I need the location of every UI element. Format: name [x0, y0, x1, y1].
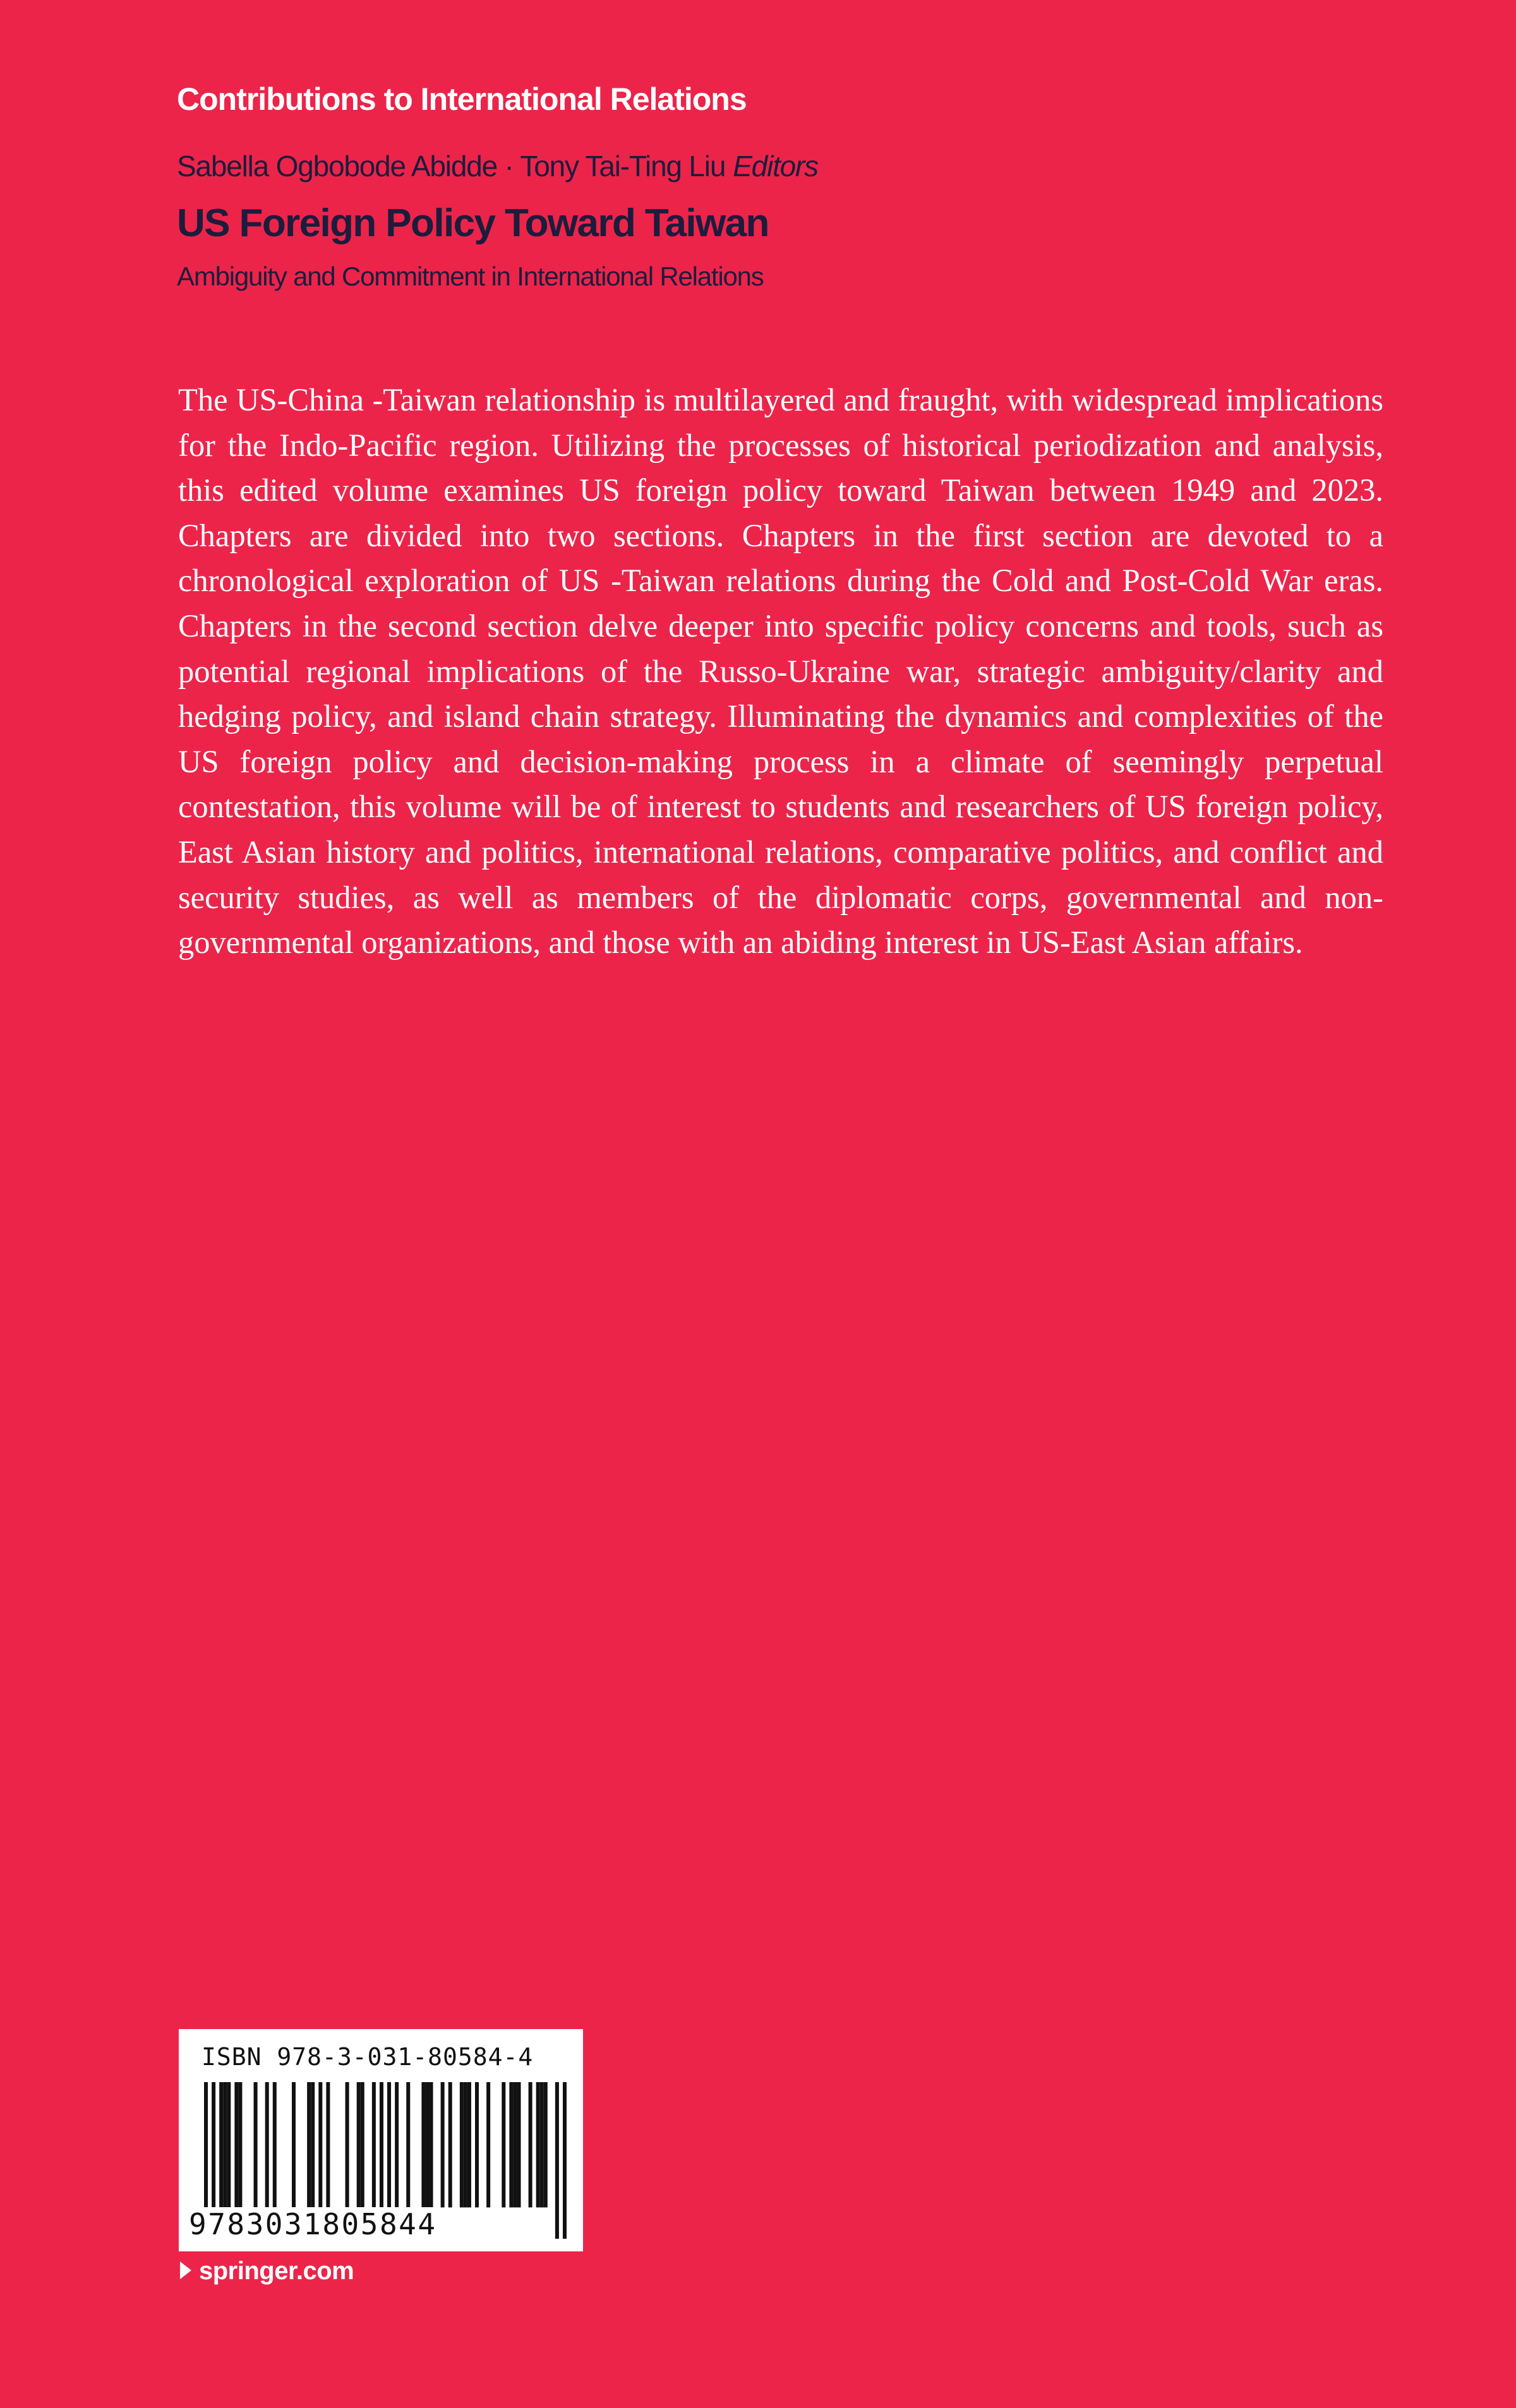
- barcode-bar: [357, 2082, 361, 2207]
- barcode-bar: [448, 2082, 452, 2207]
- barcode-bar: [234, 2082, 238, 2207]
- barcode-bar: [555, 2082, 559, 2239]
- barcode-bar: [460, 2082, 464, 2207]
- barcode-bar: [486, 2082, 490, 2207]
- barcode-bar: [467, 2082, 471, 2207]
- triangle-right-icon: [180, 2261, 191, 2279]
- barcode-bar: [346, 2082, 349, 2207]
- barcode-bar: [563, 2082, 567, 2239]
- barcode-bar: [529, 2082, 532, 2207]
- barcode-bar: [326, 2082, 330, 2207]
- isbn-label: ISBN 978-3-031-80584-4: [202, 2043, 534, 2071]
- barcode-bar: [540, 2082, 544, 2207]
- editors-role: Editors: [733, 150, 818, 183]
- barcode-bar: [292, 2082, 296, 2207]
- barcode-bar: [429, 2082, 433, 2207]
- barcode-bar: [502, 2082, 505, 2207]
- barcode-bar: [395, 2082, 399, 2207]
- barcode-bar: [254, 2082, 258, 2207]
- publisher-url: springer.com: [199, 2257, 354, 2285]
- barcode-bar: [464, 2082, 467, 2207]
- barcode-bar: [318, 2082, 322, 2207]
- barcode-bar: [265, 2082, 269, 2207]
- barcode-bar: [509, 2082, 513, 2207]
- publisher-link[interactable]: [180, 2257, 354, 2285]
- barcode-bar: [513, 2082, 517, 2207]
- barcode-bar: [406, 2082, 410, 2207]
- barcode-bar: [227, 2082, 231, 2207]
- editor-names: Sabella Ogbobode Abidde · Tony Tai-Ting Liu: [177, 150, 726, 183]
- barcode-bar: [372, 2082, 376, 2207]
- barcode-bar: [425, 2082, 429, 2207]
- barcode-bar: [536, 2082, 540, 2207]
- isbn-barcode: [179, 2029, 583, 2251]
- barcode-bar: [421, 2082, 425, 2207]
- barcode-bar: [219, 2082, 223, 2207]
- barcode-bar: [517, 2082, 520, 2207]
- barcode-bar: [544, 2082, 548, 2207]
- book-subtitle: Ambiguity and Commitment in International Relations: [177, 261, 764, 291]
- barcode-bar: [223, 2082, 227, 2207]
- book-description: The US-China -Taiwan relationship is multilayered and fraught, with widespread implications for the Indo-Pacific region. Utilizing the processes of historical periodization and analysis, this edited volume examines US foreign policy toward Taiwan between 1949 and 2023. Chapters are divided into two sections. Chapters in the first section are devoted to a chronological exploration of US -Taiwan relations during the Cold and Post-Cold War eras. Chapters in the second section delve deeper into specific policy concerns and tools, such as potential regional implications of the Russo-Ukraine war, strategic ambiguity/clarity and hedging policy, and island chain strategy. Illuminating the dynamics and complexities of the US foreign policy and decision-making process in a climate of seemingly perpetual contestation, this volume will be of interest to students and researchers of US foreign policy, East Asian history and politics, international relations, comparative politics, and conflict and security studies, as well as members of the diplomatic corps, governmental and non-governmental organizations, and those with an abiding interest in US-East Asian affairs.: [178, 382, 1383, 961]
- barcode-bar: [361, 2082, 364, 2207]
- series-name: Contributions to International Relations: [177, 81, 747, 117]
- barcode-bar: [238, 2082, 242, 2207]
- editors-line: [177, 149, 818, 183]
- barcode-bar: [307, 2082, 311, 2207]
- barcode-bar: [441, 2082, 445, 2207]
- ean-digits: 9783031805844: [186, 2207, 440, 2241]
- barcode-bar: [311, 2082, 315, 2207]
- book-title: US Foreign Policy Toward Taiwan: [177, 201, 769, 245]
- barcode-bar: [475, 2082, 479, 2207]
- barcode-bar: [273, 2082, 277, 2207]
